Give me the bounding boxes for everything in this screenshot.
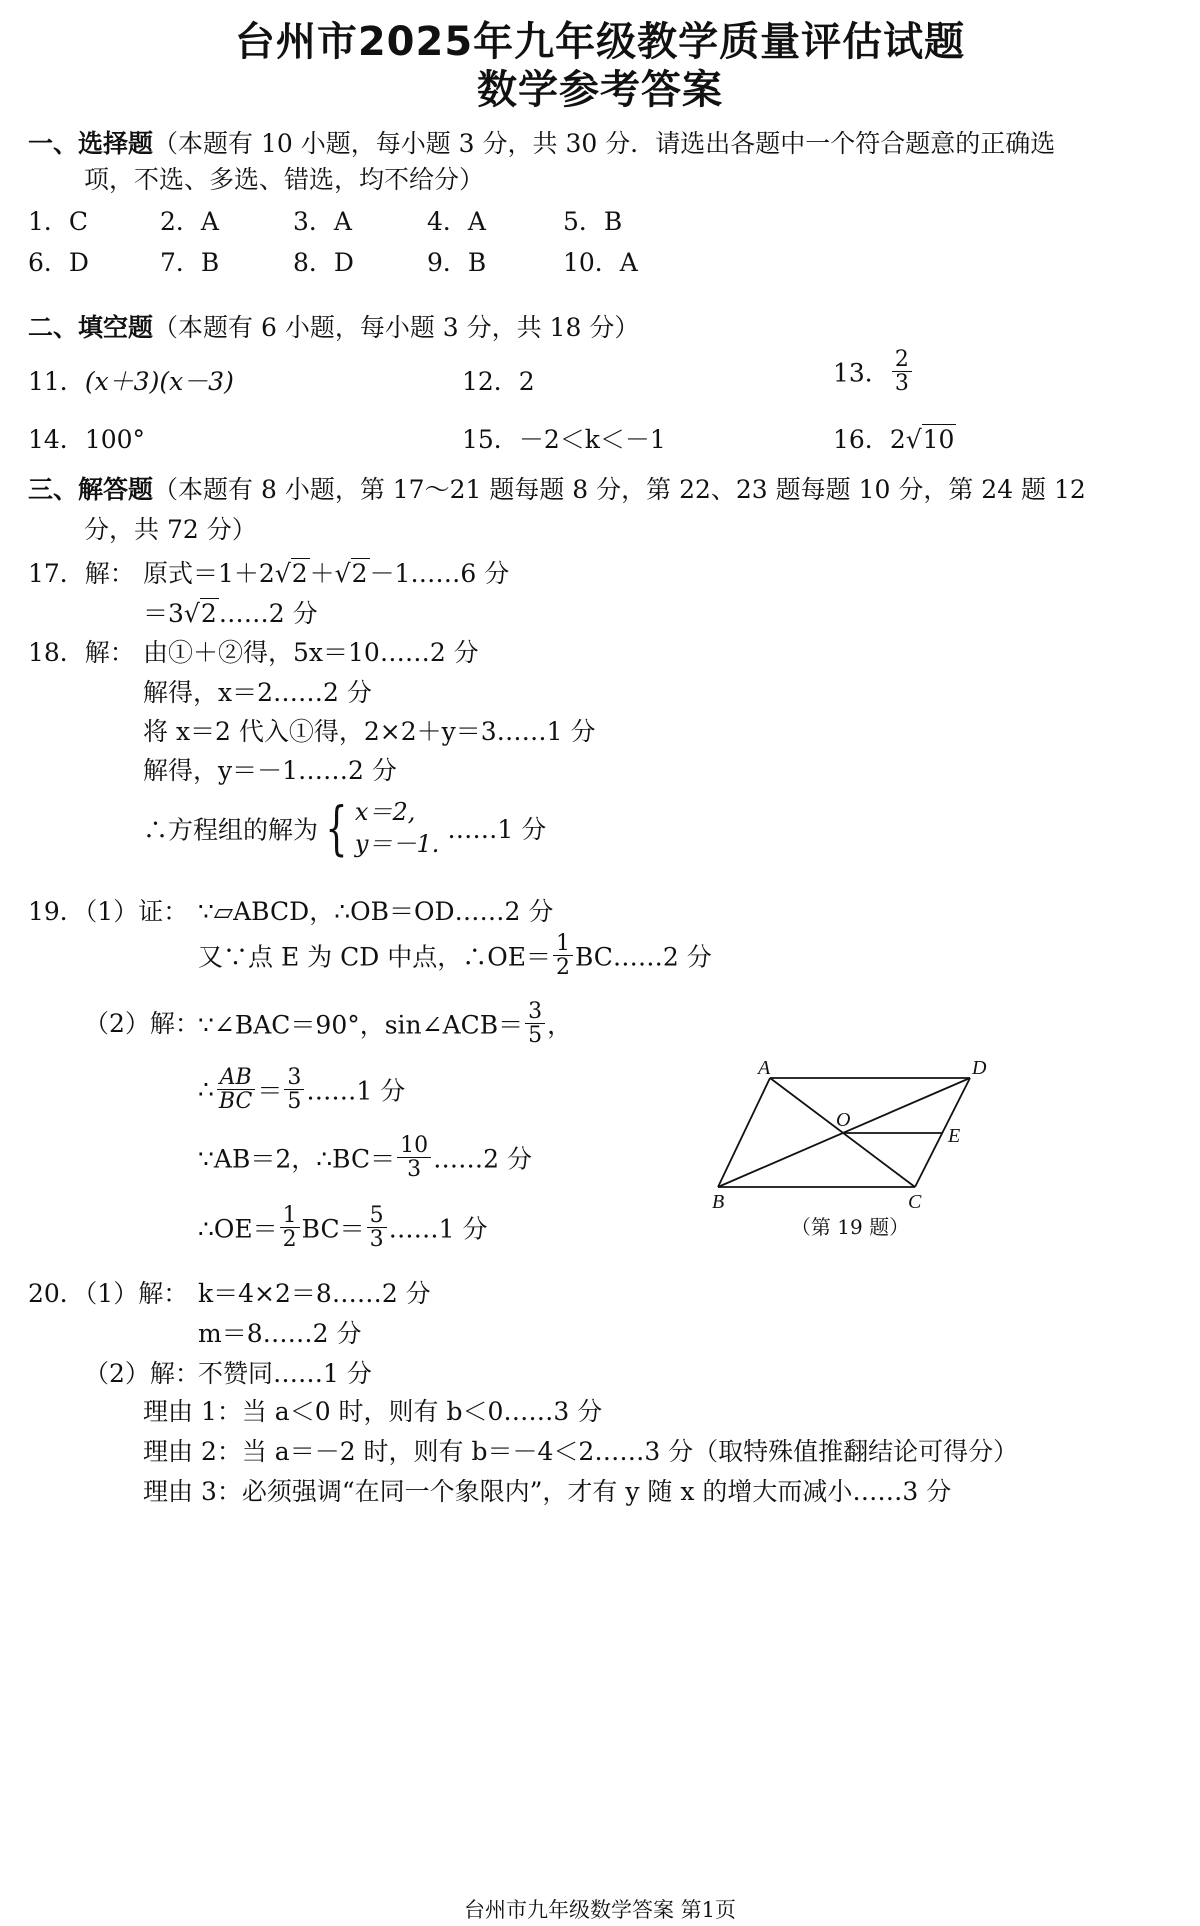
- q19-part2-line2: ∴ $\frac{AB}{BC}$ ＝ $\frac{3}{5}$ ……1 分: [198, 1065, 406, 1115]
- page-footer: 台州市九年级数学答案 第1页: [463, 1898, 737, 1922]
- answer-1: 1．C: [28, 207, 89, 236]
- section3-note-cont: 分，共 72 分）: [84, 515, 257, 544]
- section1-note-cont: 项，不选、多选、错选，均不给分）: [84, 165, 485, 194]
- q19-part1-line2: 又∵点 E 为 CD 中点，∴OE＝ $\frac{1}{2}$ BC……2 分: [198, 931, 712, 981]
- section2-note: （本题有 6 小题，每小题 3 分，共 18 分）: [153, 313, 640, 342]
- section1-heading: 一、选择题: [28, 129, 154, 158]
- page-subtitle: 数学参考答案: [477, 67, 723, 113]
- fraction: $\frac{2}{3}$: [892, 348, 912, 395]
- q20-part1-label: 20．（1）解：: [28, 1279, 189, 1308]
- q20-part1-line1: k＝4×2＝8……2 分: [198, 1279, 431, 1308]
- q17-line1: 原式＝1＋2√2＋√2－1……6 分: [143, 559, 510, 588]
- section2-heading: 二、填空题: [28, 313, 154, 342]
- q20-part1-line2: m＝8……2 分: [198, 1319, 362, 1348]
- q19-part2-label: （2）解：: [84, 1009, 200, 1038]
- q20-reason2: 理由 2：当 a＝－2 时，则有 b＝－4＜2……3 分（取特殊值推翻结论可得分）: [143, 1437, 1019, 1466]
- q18-line4: 解得，y＝－1……2 分: [143, 756, 397, 785]
- brace: {: [325, 794, 348, 863]
- q19-part2-line3: ∵AB＝2，∴BC＝ $\frac{10}{3}$ ……2 分: [198, 1133, 532, 1183]
- q18-line3: 将 x＝2 代入①得，2×2＋y＝3……1 分: [143, 717, 596, 746]
- answer-3: 3．A: [293, 207, 352, 236]
- q17-label: 17．解：: [28, 559, 135, 588]
- answer-5: 5．B: [563, 207, 623, 236]
- q19-part1-label: 19．（1）证：: [28, 897, 189, 926]
- point-label-o: O: [836, 1109, 851, 1131]
- answer-13: 13． $\frac{2}{3}$: [833, 348, 914, 395]
- q19-part2-line4: ∴OE＝ $\frac{1}{2}$ BC＝ $\frac{5}{3}$ ……1 分: [198, 1203, 488, 1253]
- section1-header: [28, 124, 1055, 160]
- answer-15: 15．－2＜k＜－1: [462, 425, 666, 454]
- section3-header: [28, 470, 1086, 506]
- q19-figure: [700, 1052, 1000, 1242]
- sqrt-symbol: √10: [905, 425, 955, 454]
- q20-reason3: 理由 3：必须强调“在同一个象限内”，才有 y 随 x 的增大而减小……3 分: [143, 1477, 952, 1506]
- point-label-d: D: [972, 1057, 987, 1079]
- q18-label: 18．解：: [28, 638, 135, 667]
- answer-7: 7．B: [160, 248, 220, 277]
- edge-ba: [718, 1078, 770, 1187]
- q18-line2: 解得，x＝2……2 分: [143, 678, 372, 707]
- answer-16: 16．2√10: [833, 425, 955, 454]
- answer-4: 4．A: [427, 207, 486, 236]
- q19-part2-line1: ∵∠BAC＝90°，sin∠ACB＝ $\frac{3}{5}$ ，: [198, 999, 573, 1049]
- q17-line2: ＝3√2……2 分: [143, 599, 318, 628]
- answer-10: 10．A: [563, 248, 638, 277]
- q18-line1: 由①＋②得，5x＝10……2 分: [143, 638, 479, 667]
- q20-part2-label: （2）解：: [84, 1359, 200, 1388]
- answer-8: 8．D: [293, 248, 354, 277]
- section1-note: （本题有 10 小题，每小题 3 分，共 30 分．请选出各题中一个符合题意的正确选: [153, 129, 1056, 158]
- point-label-c: C: [908, 1191, 922, 1213]
- point-label-b: B: [712, 1191, 725, 1213]
- section3-note: （本题有 8 小题，第 17～21 题每题 8 分，第 22、23 题每题 10 分，第 24 题 12: [153, 475, 1086, 504]
- answer-12: 12．2: [462, 367, 535, 396]
- answer-14: 14．100°: [28, 425, 146, 454]
- q19-part1-line1: ∵▱ABCD，∴OB＝OD……2 分: [198, 897, 554, 926]
- answer-9: 9．B: [427, 248, 487, 277]
- answer-6: 6．D: [28, 248, 89, 277]
- figure-caption: （第 19 题）: [790, 1215, 910, 1239]
- point-label-e: E: [948, 1125, 961, 1147]
- q18-line5: ∴方程组的解为 { x＝2, y＝－1. ……1 分: [143, 794, 547, 863]
- point-label-a: A: [758, 1057, 771, 1079]
- section3-heading: 三、解答题: [28, 475, 154, 504]
- section2-header: [28, 308, 639, 344]
- q20-part2-line1: 不赞同……1 分: [198, 1359, 372, 1388]
- page-title: 台州市2025年九年级教学质量评估试题: [234, 19, 966, 65]
- answer-11: 11．(x＋3)(x－3): [28, 367, 234, 396]
- q20-reason1: 理由 1：当 a＜0 时，则有 b＜0……3 分: [143, 1397, 603, 1426]
- answer-2: 2．A: [160, 207, 219, 236]
- equation-system: x＝2, y＝－1.: [354, 798, 440, 859]
